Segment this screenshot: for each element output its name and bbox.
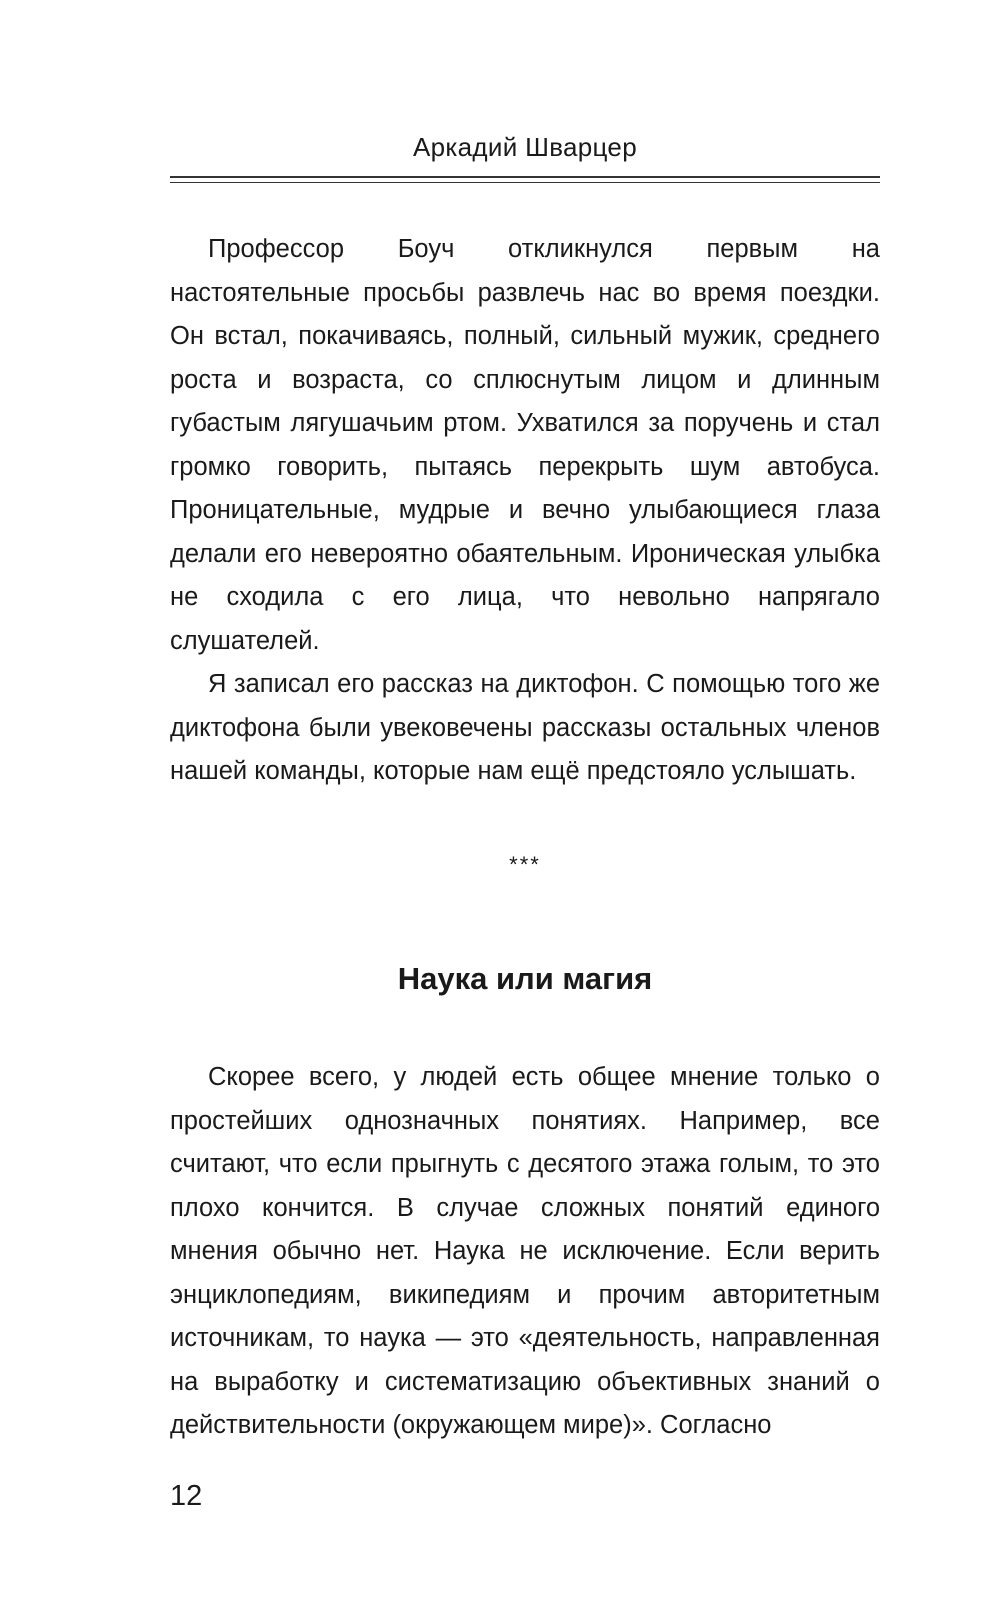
- paragraph: Скорее всего, у людей есть общее мнение только о простейших однозначных понятиях. Например, все считают, что если прыгнуть с десятого этажа голым, то это плохо кончится. В случае сложных понятий единого мнения обычно нет. Наука не исключение. Если верить энциклопедиям, википедиям и прочим авторитетным источникам, то наука — это «деятельность, направленная на выработку и систематизацию объективных знаний о действительности (окружающем мире)». Согласно: [170, 1063, 880, 1439]
- section-separator: ***: [509, 852, 541, 877]
- header-double-rule: [170, 176, 880, 183]
- running-head-author: Аркадий Шварцер: [413, 132, 637, 162]
- section-1-text: [170, 228, 880, 794]
- chapter-title: Наука или магия: [397, 961, 653, 996]
- page-number: 12: [170, 1480, 203, 1512]
- paragraph: Я записал его рассказ на диктофон. С помощью того же диктофона были увековечены рассказы остальных членов нашей команды, которые нам ещё предстояло услышать.: [170, 670, 880, 785]
- paragraph: Профессор Боуч откликнулся первым на настоятельные просьбы развлечь нас во время поездки. Он встал, покачиваясь, полный, сильный мужик, среднего роста и возраста, со сплюснутым лицом и длинным губастым лягушачьим ртом. Ухватился за поручень и стал громко говорить, пытаясь перекрыть шум автобуса. Проницательные, мудрые и вечно улыбающиеся глаза делали его невероятно обаятельным. Ироническая улыбка не сходила с его лица, что невольно напрягало слушателей.: [170, 235, 880, 655]
- chapter-text: [170, 1056, 880, 1448]
